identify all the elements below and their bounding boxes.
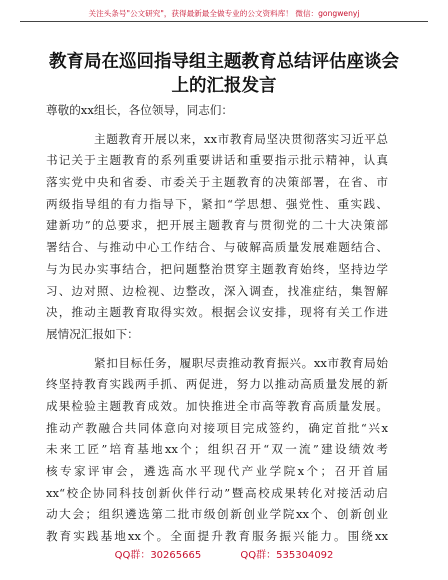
paragraph-1-line: 习、边对照、边检视、边整改，深入调查，找准症结，集智解 [46,283,388,298]
footer-qq-group-2: QQ群：535304092 [240,550,334,561]
paragraph-1-line: 建新功”的总要求，把开展主题教育与贯彻党的二十大决策部 [46,218,388,233]
title-line-2: 上的汇报发言 [171,76,277,96]
paragraph-2-line: 动大会；组织遴选第二批市级创新创业学院xx个、创新创业 [46,507,388,522]
paragraph-1-line: 两级指导组的有力指导下，紧扣“学思想、强党性、重实践、 [46,196,388,211]
salutation: 尊敬的xx组长，各位领导，同志们： [46,103,233,117]
paragraph-2-line: 终坚持教育实践两手抓、两促进，努力以推动高质量发展的新 [46,377,388,392]
paragraph-1-line: 书记关于主题教育的系列重要讲话和重要指示批示精神，认真 [46,153,388,168]
header-banner: 关注头条号"公文研究"，获得最新最全做专业的公文资料库！ 微信：gongwenyj [20,7,428,22]
paragraph-1-line: 与为民办实事结合，把问题整治贯穿主题教育始终，坚持边学 [46,261,388,276]
title-line-1: 教育局在巡回指导组主题教育总结评估座谈会 [49,52,399,72]
paragraph-1-line: 落实党中央和省委、市委关于主题教育的决策部署，在省、市 [46,175,388,190]
paragraph-1-line: 署结合、与推动中心工作结合、与破解高质量发展难题结合、 [46,240,388,255]
paragraph-2-line: xx“校企协同科技创新伙伴行动”暨高校成果转化对接活动启 [46,485,388,500]
paragraph-1-line: 展情况汇报如下： [46,326,139,341]
paragraph-2-line: 未来工匠”培育基地xx个；组织召开“双一流”建设绩效考 [46,442,388,457]
paragraph-2-line: 成果检验主题教育成效。加快推进全市高等教育高质量发展。 [46,398,388,413]
paragraph-2-line: 核专家评审会，遴选高水平现代产业学院x个；召开首届 [46,464,388,478]
paragraph-2-line: 紧扣目标任务，履职尽责推动教育振兴。xx市教育局始 [94,355,388,370]
footer-qq-group-1: QQ群：30265665 [114,550,202,561]
paragraph-1-line: 主题教育开展以来，xx市教育局坚决贯彻落实习近平总 [94,131,388,146]
footer [0,546,448,561]
body-text [46,100,388,548]
paragraph-1-line: 决，推动主题教育取得实效。根据会议安排，现将有关工作进 [46,305,388,320]
paragraph-2-line: 教育实践基地xx个。全面提升教育服务振兴能力。围绕xx [46,529,388,544]
paragraph-2-line: 推动产教融合共同体意向对接项目完成签约，确定首批“兴x [46,420,388,435]
document-title [40,50,408,98]
